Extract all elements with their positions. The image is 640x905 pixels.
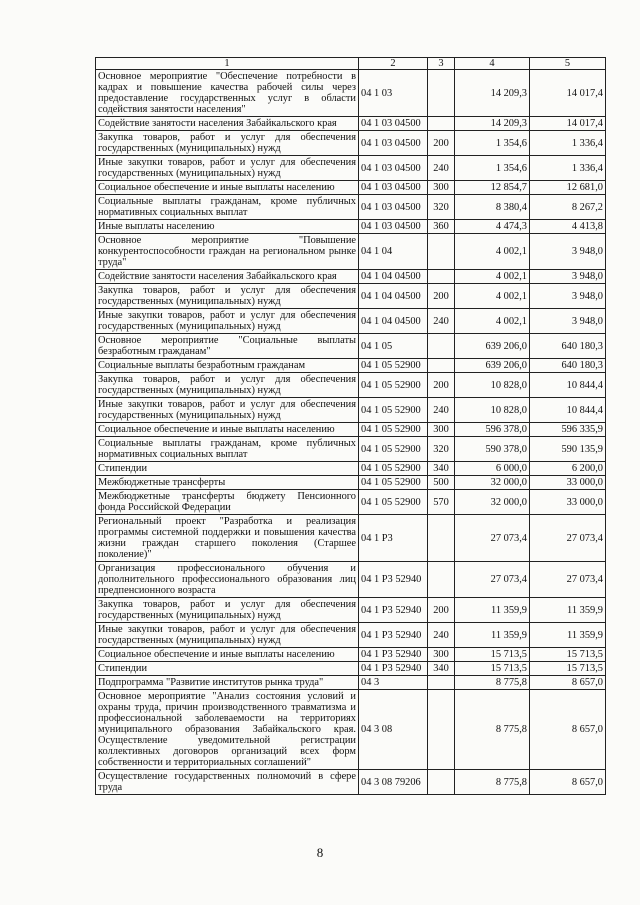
row-amount-1-cell: 32 000,0 — [455, 490, 530, 515]
table-row — [96, 117, 606, 131]
table-row — [96, 373, 606, 398]
row-expense-type-cell — [428, 359, 455, 373]
table-row — [96, 490, 606, 515]
table-row — [96, 234, 606, 270]
row-amount-2-cell: 10 844,4 — [530, 373, 606, 398]
row-amount-1-cell: 596 378,0 — [455, 423, 530, 437]
table-row — [96, 398, 606, 423]
header-col-amount-2: 5 — [530, 58, 606, 70]
row-amount-1-cell: 590 378,0 — [455, 437, 530, 462]
row-name-cell: Межбюджетные трансферты бюджету Пенсионного фонда Российской Федерации — [96, 490, 359, 515]
row-name-cell: Иные выплаты населению — [96, 220, 359, 234]
row-code-cell: 04 1 P3 52940 — [359, 598, 428, 623]
row-expense-type-cell: 300 — [428, 423, 455, 437]
row-name-cell: Закупка товаров, работ и услуг для обеспечения государственных (муниципальных) нужд — [96, 284, 359, 309]
row-amount-1-cell: 12 854,7 — [455, 181, 530, 195]
row-expense-type-cell: 300 — [428, 648, 455, 662]
row-expense-type-cell: 360 — [428, 220, 455, 234]
row-code-cell: 04 1 05 52900 — [359, 373, 428, 398]
row-code-cell: 04 1 05 52900 — [359, 476, 428, 490]
row-code-cell: 04 3 08 — [359, 690, 428, 770]
row-amount-2-cell: 11 359,9 — [530, 623, 606, 648]
table-row — [96, 195, 606, 220]
table-row — [96, 284, 606, 309]
row-amount-1-cell: 639 206,0 — [455, 334, 530, 359]
row-amount-2-cell: 640 180,3 — [530, 359, 606, 373]
row-expense-type-cell: 340 — [428, 662, 455, 676]
row-code-cell: 04 1 05 52900 — [359, 423, 428, 437]
row-code-cell: 04 3 — [359, 676, 428, 690]
table-row — [96, 690, 606, 770]
row-code-cell: 04 1 03 04500 — [359, 156, 428, 181]
row-expense-type-cell: 240 — [428, 623, 455, 648]
row-name-cell: Основное мероприятие "Повышение конкурентоспособности граждан на региональном рынке труда" — [96, 234, 359, 270]
row-code-cell: 04 1 05 — [359, 334, 428, 359]
row-name-cell: Основное мероприятие "Анализ состояния условий и охраны труда, причин производственного травматизма и профессиональной заболеваемости на территориях муниципального образования Забайкальского края. Осуществление уведомительной регистрации коллективных договоров организаций всех форм собственности и территориальных соглашений" — [96, 690, 359, 770]
row-amount-2-cell: 6 200,0 — [530, 462, 606, 476]
row-amount-2-cell: 3 948,0 — [530, 234, 606, 270]
row-code-cell: 04 1 03 04500 — [359, 220, 428, 234]
row-amount-1-cell: 32 000,0 — [455, 476, 530, 490]
row-amount-1-cell: 14 209,3 — [455, 70, 530, 117]
table-row — [96, 770, 606, 795]
row-code-cell: 04 1 05 52900 — [359, 398, 428, 423]
row-amount-1-cell: 27 073,4 — [455, 562, 530, 598]
row-amount-1-cell: 15 713,5 — [455, 662, 530, 676]
row-code-cell: 04 1 04 — [359, 234, 428, 270]
row-name-cell: Закупка товаров, работ и услуг для обеспечения государственных (муниципальных) нужд — [96, 131, 359, 156]
table-row — [96, 156, 606, 181]
row-amount-2-cell: 8 657,0 — [530, 770, 606, 795]
budget-table — [95, 57, 606, 795]
row-code-cell: 04 1 04 04500 — [359, 270, 428, 284]
table-row — [96, 623, 606, 648]
row-amount-2-cell: 27 073,4 — [530, 562, 606, 598]
row-expense-type-cell: 240 — [428, 398, 455, 423]
row-expense-type-cell — [428, 676, 455, 690]
row-expense-type-cell — [428, 515, 455, 562]
row-amount-2-cell: 1 336,4 — [530, 131, 606, 156]
table-row — [96, 131, 606, 156]
row-amount-2-cell: 10 844,4 — [530, 398, 606, 423]
row-amount-1-cell: 4 002,1 — [455, 270, 530, 284]
row-expense-type-cell: 500 — [428, 476, 455, 490]
row-amount-2-cell: 12 681,0 — [530, 181, 606, 195]
row-expense-type-cell — [428, 562, 455, 598]
row-amount-2-cell: 3 948,0 — [530, 284, 606, 309]
row-amount-2-cell: 4 413,8 — [530, 220, 606, 234]
row-amount-1-cell: 8 380,4 — [455, 195, 530, 220]
row-amount-2-cell: 640 180,3 — [530, 334, 606, 359]
row-expense-type-cell — [428, 117, 455, 131]
row-name-cell: Подпрограмма "Развитие институтов рынка труда" — [96, 676, 359, 690]
row-amount-2-cell: 1 336,4 — [530, 156, 606, 181]
row-expense-type-cell: 200 — [428, 598, 455, 623]
table-row — [96, 648, 606, 662]
row-name-cell: Иные закупки товаров, работ и услуг для обеспечения государственных (муниципальных) нужд — [96, 398, 359, 423]
row-code-cell: 04 1 04 04500 — [359, 284, 428, 309]
row-amount-2-cell: 3 948,0 — [530, 270, 606, 284]
row-amount-2-cell: 15 713,5 — [530, 648, 606, 662]
table-row — [96, 181, 606, 195]
row-name-cell: Социальное обеспечение и иные выплаты населению — [96, 181, 359, 195]
row-expense-type-cell: 240 — [428, 156, 455, 181]
row-amount-1-cell: 1 354,6 — [455, 131, 530, 156]
row-name-cell: Содействие занятости населения Забайкальского края — [96, 270, 359, 284]
row-code-cell: 04 1 03 — [359, 70, 428, 117]
table-row — [96, 220, 606, 234]
row-name-cell: Социальные выплаты гражданам, кроме публичных нормативных социальных выплат — [96, 437, 359, 462]
row-code-cell: 04 1 05 52900 — [359, 437, 428, 462]
row-name-cell: Организация профессионального обучения и дополнительного профессионального образования лиц предпенсионного возраста — [96, 562, 359, 598]
row-amount-1-cell: 4 474,3 — [455, 220, 530, 234]
table-row — [96, 676, 606, 690]
row-code-cell: 04 1 05 52900 — [359, 462, 428, 476]
row-code-cell: 04 1 P3 52940 — [359, 648, 428, 662]
table-row — [96, 462, 606, 476]
row-code-cell: 04 1 03 04500 — [359, 131, 428, 156]
row-name-cell: Стипендии — [96, 662, 359, 676]
row-name-cell: Основное мероприятие "Обеспечение потребности в кадрах и повышение качества рабочей силы через предоставление государственных услуг в области содействия занятости населения" — [96, 70, 359, 117]
row-amount-1-cell: 15 713,5 — [455, 648, 530, 662]
row-amount-2-cell: 27 073,4 — [530, 515, 606, 562]
row-amount-2-cell: 15 713,5 — [530, 662, 606, 676]
row-amount-2-cell: 33 000,0 — [530, 476, 606, 490]
row-code-cell: 04 1 P3 — [359, 515, 428, 562]
table-row — [96, 476, 606, 490]
row-expense-type-cell — [428, 334, 455, 359]
row-expense-type-cell — [428, 690, 455, 770]
row-amount-2-cell: 3 948,0 — [530, 309, 606, 334]
row-name-cell: Осуществление государственных полномочий в сфере труда — [96, 770, 359, 795]
row-name-cell: Содействие занятости населения Забайкальского края — [96, 117, 359, 131]
row-expense-type-cell — [428, 70, 455, 117]
table-row — [96, 359, 606, 373]
header-col-name: 1 — [96, 58, 359, 70]
row-code-cell: 04 1 P3 52940 — [359, 623, 428, 648]
row-name-cell: Социальные выплаты безработным гражданам — [96, 359, 359, 373]
row-code-cell: 04 1 03 04500 — [359, 195, 428, 220]
row-name-cell: Закупка товаров, работ и услуг для обеспечения государственных (муниципальных) нужд — [96, 598, 359, 623]
row-name-cell: Иные закупки товаров, работ и услуг для обеспечения государственных (муниципальных) нужд — [96, 309, 359, 334]
row-name-cell: Социальные выплаты гражданам, кроме публичных нормативных социальных выплат — [96, 195, 359, 220]
row-amount-1-cell: 8 775,8 — [455, 770, 530, 795]
row-code-cell: 04 1 P3 52940 — [359, 562, 428, 598]
table-row — [96, 70, 606, 117]
row-amount-1-cell: 6 000,0 — [455, 462, 530, 476]
row-amount-2-cell: 33 000,0 — [530, 490, 606, 515]
row-code-cell: 04 1 04 04500 — [359, 309, 428, 334]
row-name-cell: Стипендии — [96, 462, 359, 476]
row-expense-type-cell: 240 — [428, 309, 455, 334]
row-code-cell: 04 3 08 79206 — [359, 770, 428, 795]
row-amount-1-cell: 639 206,0 — [455, 359, 530, 373]
row-amount-1-cell: 4 002,1 — [455, 309, 530, 334]
row-amount-2-cell: 8 657,0 — [530, 676, 606, 690]
row-expense-type-cell: 570 — [428, 490, 455, 515]
row-expense-type-cell — [428, 270, 455, 284]
row-name-cell: Закупка товаров, работ и услуг для обеспечения государственных (муниципальных) нужд — [96, 373, 359, 398]
row-code-cell: 04 1 03 04500 — [359, 181, 428, 195]
row-code-cell: 04 1 P3 52940 — [359, 662, 428, 676]
row-amount-1-cell: 8 775,8 — [455, 690, 530, 770]
row-expense-type-cell: 320 — [428, 437, 455, 462]
table-row — [96, 309, 606, 334]
row-name-cell: Основное мероприятие "Социальные выплаты безработным гражданам" — [96, 334, 359, 359]
row-amount-1-cell: 4 002,1 — [455, 234, 530, 270]
row-name-cell: Социальное обеспечение и иные выплаты населению — [96, 423, 359, 437]
row-amount-1-cell: 8 775,8 — [455, 676, 530, 690]
row-expense-type-cell: 320 — [428, 195, 455, 220]
row-amount-1-cell: 10 828,0 — [455, 398, 530, 423]
header-col-expense-type: 3 — [428, 58, 455, 70]
row-amount-2-cell: 11 359,9 — [530, 598, 606, 623]
row-code-cell: 04 1 05 52900 — [359, 359, 428, 373]
header-col-amount-1: 4 — [455, 58, 530, 70]
row-expense-type-cell — [428, 234, 455, 270]
table-row — [96, 515, 606, 562]
row-amount-2-cell: 596 335,9 — [530, 423, 606, 437]
row-name-cell: Межбюджетные трансферты — [96, 476, 359, 490]
row-expense-type-cell: 200 — [428, 373, 455, 398]
table-row — [96, 423, 606, 437]
table-header-row — [96, 58, 606, 70]
table-row — [96, 334, 606, 359]
table-row — [96, 562, 606, 598]
row-name-cell: Региональный проект "Разработка и реализация программы системной поддержки и повышения качества жизни граждан старшего поколения (Старшее поколение)" — [96, 515, 359, 562]
row-name-cell: Иные закупки товаров, работ и услуг для обеспечения государственных (муниципальных) нужд — [96, 623, 359, 648]
table-row — [96, 270, 606, 284]
table-body — [96, 70, 606, 795]
row-expense-type-cell: 340 — [428, 462, 455, 476]
row-amount-2-cell: 14 017,4 — [530, 70, 606, 117]
row-amount-1-cell: 14 209,3 — [455, 117, 530, 131]
row-expense-type-cell: 200 — [428, 284, 455, 309]
row-name-cell: Иные закупки товаров, работ и услуг для обеспечения государственных (муниципальных) нужд — [96, 156, 359, 181]
row-expense-type-cell — [428, 770, 455, 795]
row-expense-type-cell: 200 — [428, 131, 455, 156]
table-row — [96, 662, 606, 676]
row-amount-2-cell: 8 657,0 — [530, 690, 606, 770]
row-code-cell: 04 1 03 04500 — [359, 117, 428, 131]
row-amount-1-cell: 27 073,4 — [455, 515, 530, 562]
row-amount-1-cell: 4 002,1 — [455, 284, 530, 309]
table-row — [96, 598, 606, 623]
row-amount-1-cell: 11 359,9 — [455, 598, 530, 623]
row-amount-1-cell: 11 359,9 — [455, 623, 530, 648]
row-code-cell: 04 1 05 52900 — [359, 490, 428, 515]
row-amount-2-cell: 14 017,4 — [530, 117, 606, 131]
page-number: 8 — [316, 845, 324, 860]
row-name-cell: Социальное обеспечение и иные выплаты населению — [96, 648, 359, 662]
header-col-code: 2 — [359, 58, 428, 70]
row-amount-1-cell: 1 354,6 — [455, 156, 530, 181]
row-amount-1-cell: 10 828,0 — [455, 373, 530, 398]
row-amount-2-cell: 8 267,2 — [530, 195, 606, 220]
table-row — [96, 437, 606, 462]
row-expense-type-cell: 300 — [428, 181, 455, 195]
row-amount-2-cell: 590 135,9 — [530, 437, 606, 462]
